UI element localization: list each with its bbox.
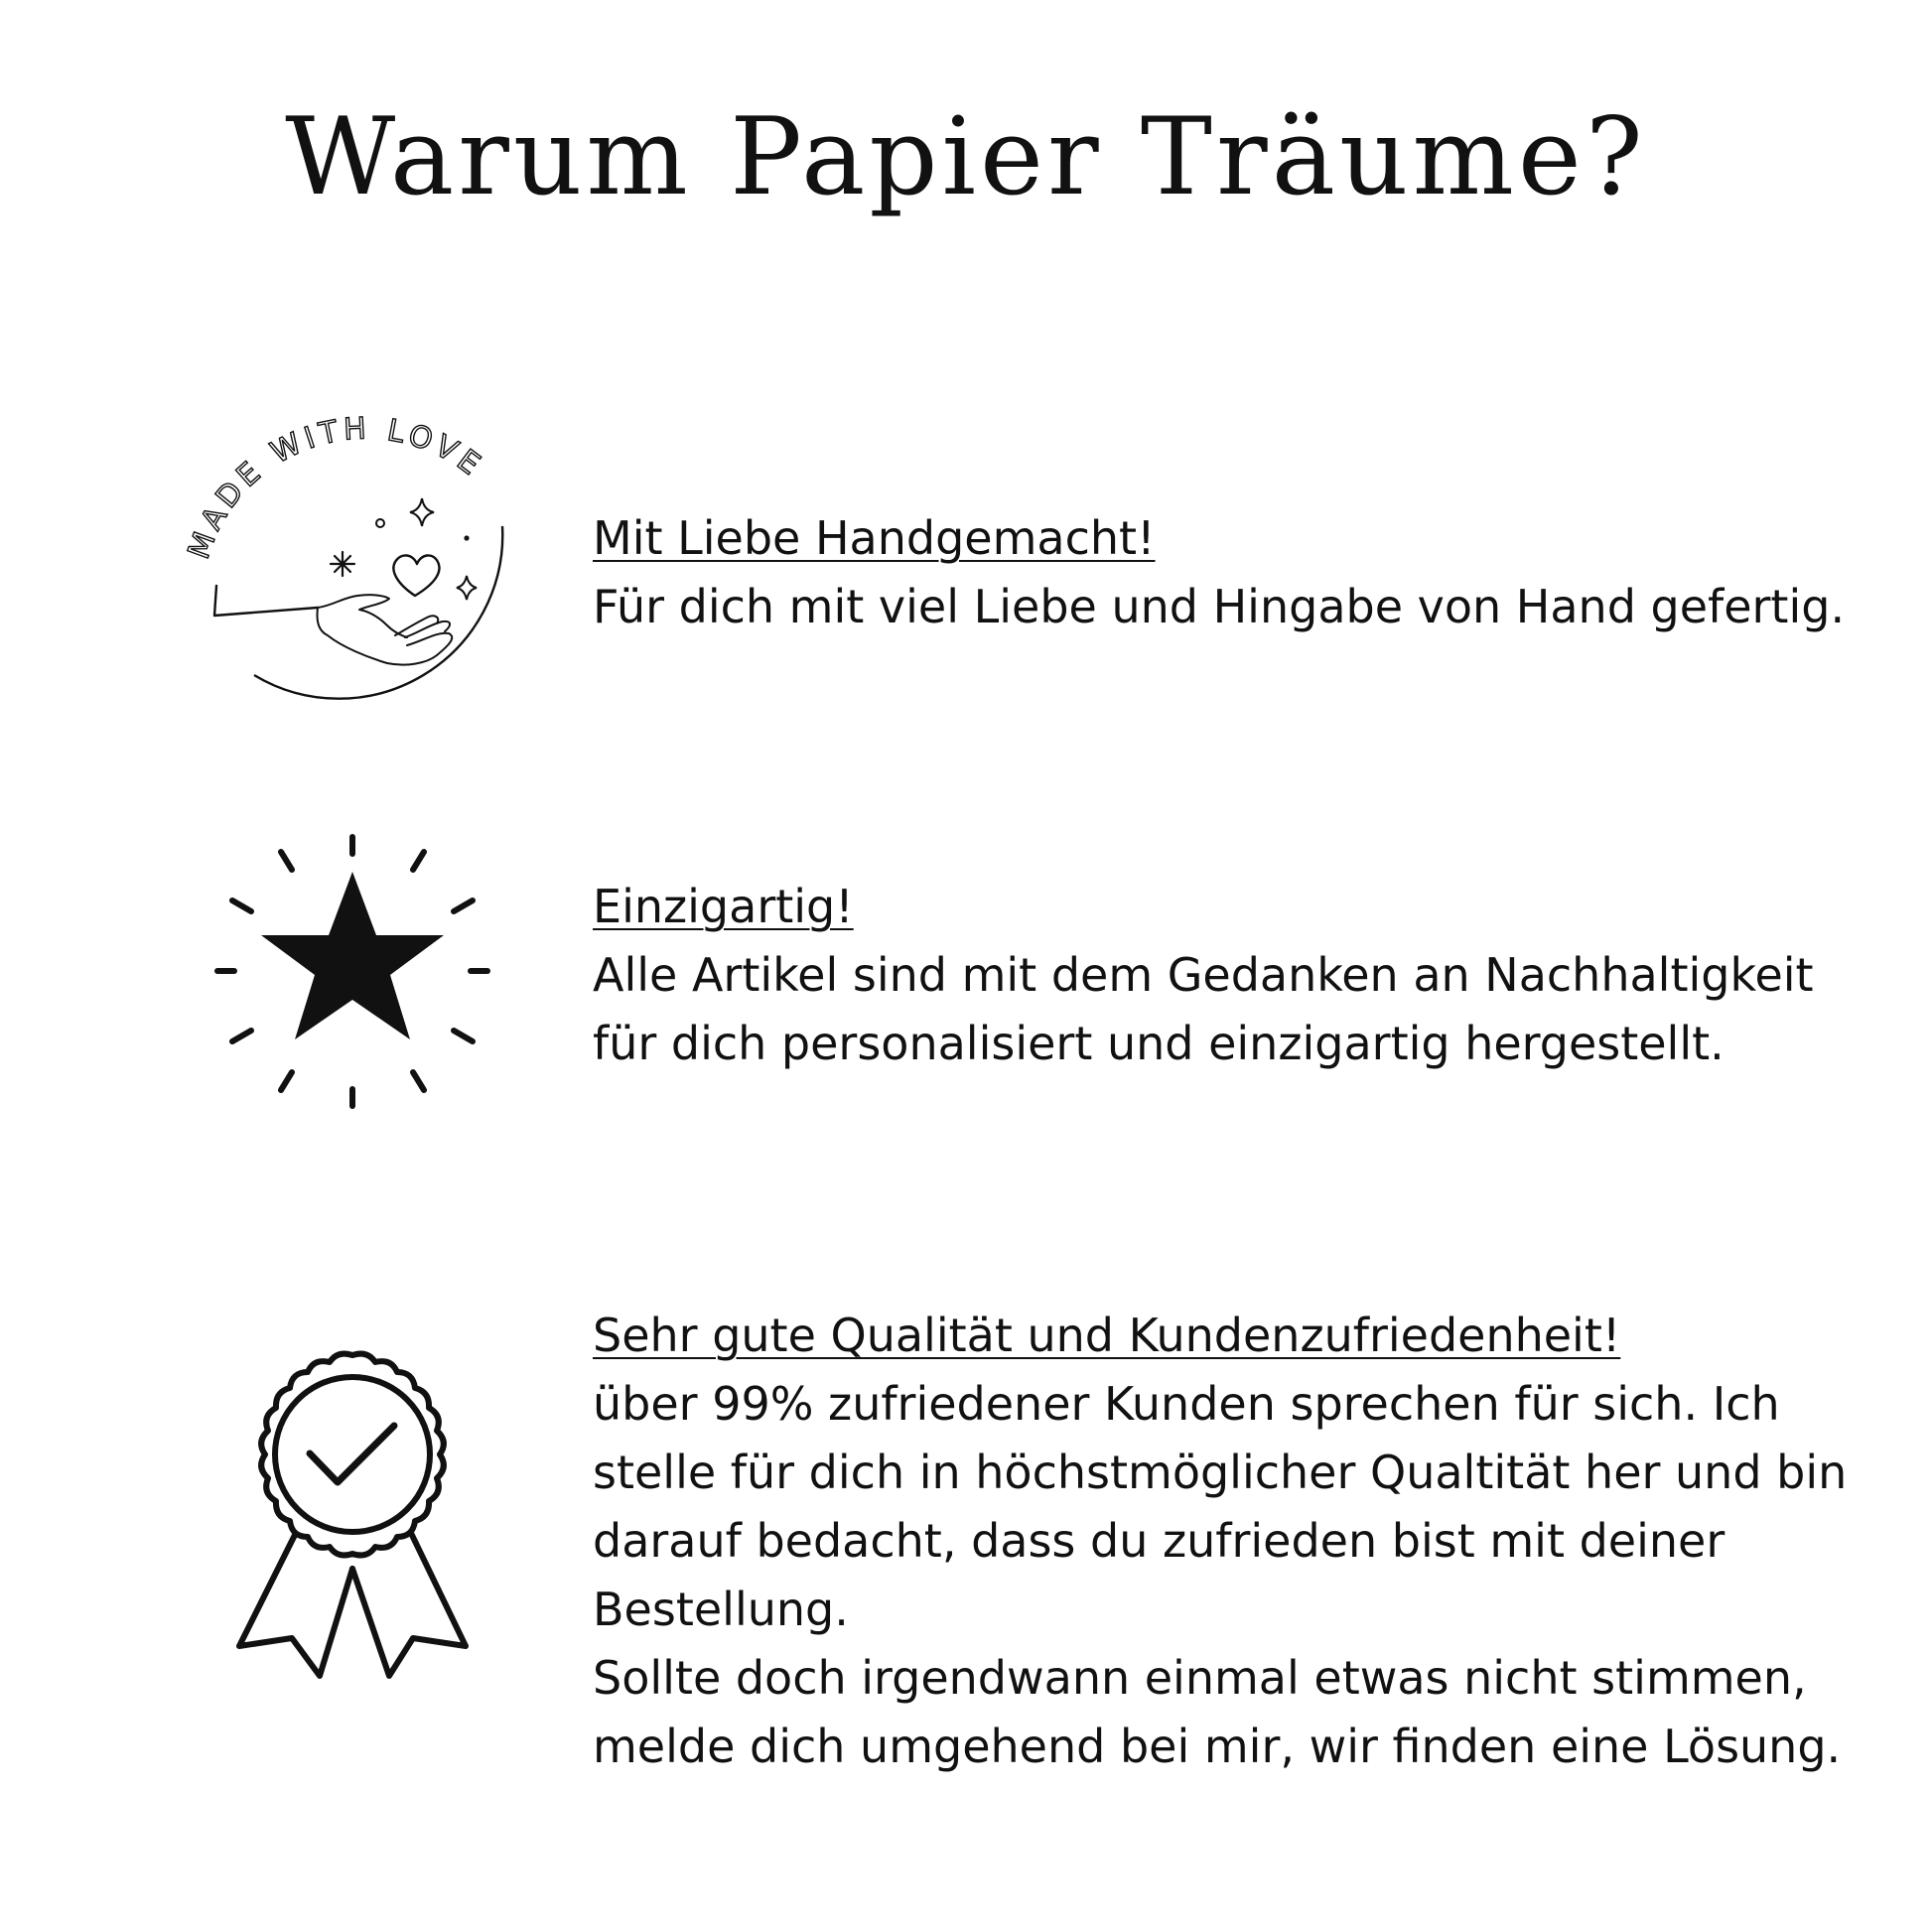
made-with-love-hand-heart-icon [179,407,536,745]
svg-text:MADE WITH LOVE [182,411,490,563]
badge-text: MADE WITH LOVE [181,411,490,564]
feature-unique [593,873,1903,1078]
page-title: Warum Papier Träume? [285,95,1647,219]
feature-handmade-heading: Mit Liebe Handgemacht! [593,511,1156,565]
award-ribbon-check-icon [228,1340,477,1688]
feature-handmade-body: Für dich mit viel Liebe und Hingabe von Hand gefertig. [593,580,1846,633]
feature-quality-body: über 99% zufriedener Kunden sprechen für sich. Ich stelle für dich in höchstmöglicher Qualtität her und bin darauf bedacht, dass du zufrieden bist mit deiner Bestellung. Sollte doch irgendwann einmal etwas nicht stimmen, melde dich umgehend bei mir, wir finden eine Lösung. [593,1377,1848,1773]
feature-quality-heading: Sehr gute Qualität und Kundenzufriedenheit! [593,1309,1621,1362]
star-burst-icon [208,824,496,1112]
feature-unique-body: Alle Artikel sind mit dem Gedanken an Nachhaltigkeit für dich personalisiert und einzigartig hergestellt. [593,948,1814,1070]
feature-handmade [593,504,1903,641]
feature-unique-heading: Einzigartig! [593,880,854,933]
feature-quality [593,1302,1903,1781]
